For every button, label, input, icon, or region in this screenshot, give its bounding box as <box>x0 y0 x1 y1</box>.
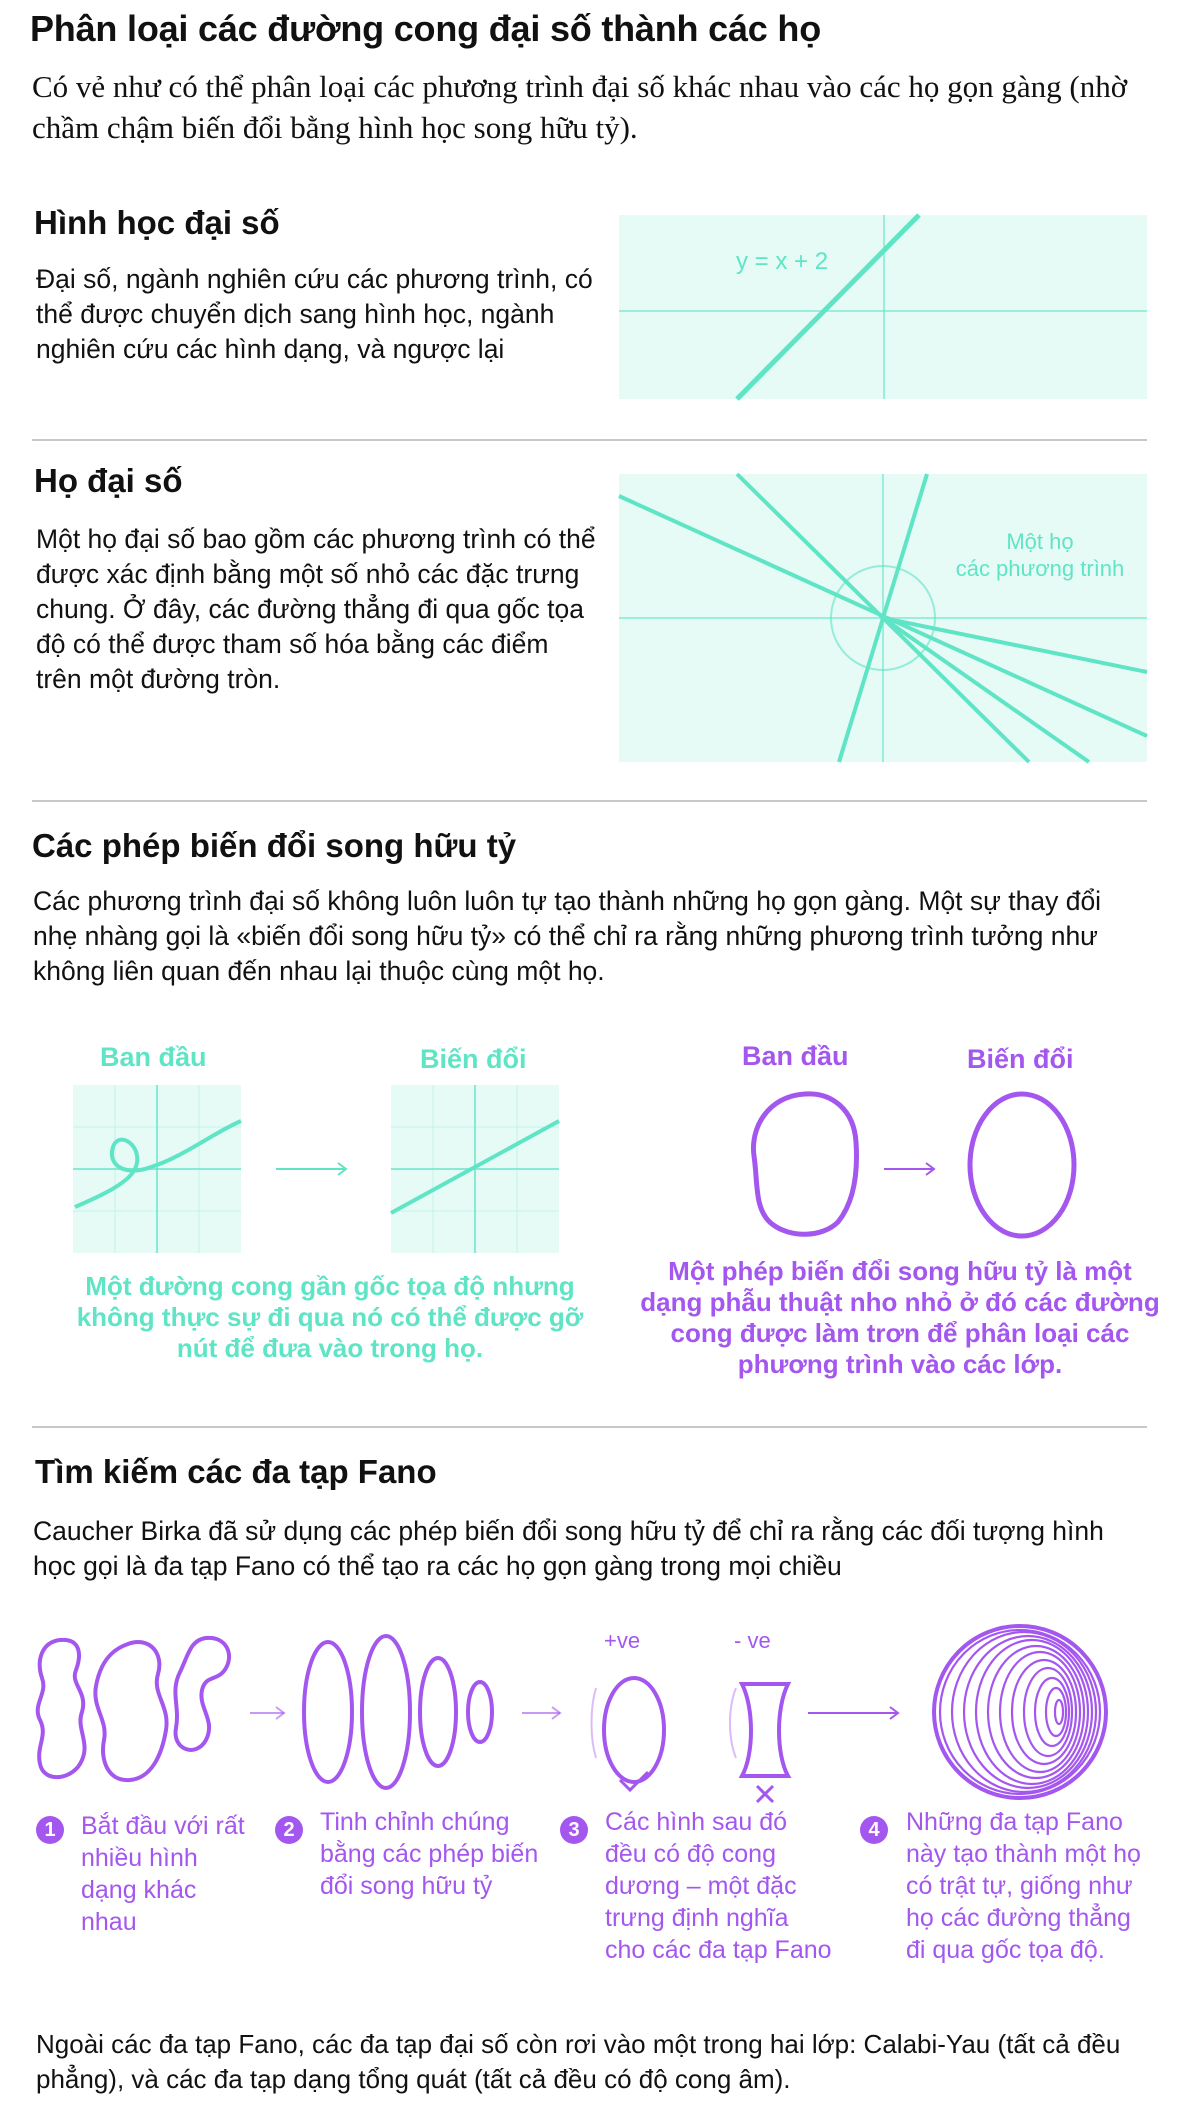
positive-curvature-shape <box>584 1658 674 1808</box>
line-graph <box>619 215 1147 399</box>
section3-text: Các phương trình đại số không luôn luôn tự tạo thành những họ gọn gàng. Một sự thay đổi nhẹ nhàng gọi là «biến đổi song hữu tỷ» có thể chỉ ra rằng những phương trình tưởng như không liên quan đến nhau lại thuộc cùng một họ. <box>33 886 1102 986</box>
step-number: 1 <box>36 1816 64 1844</box>
page-title: Phân loại các đường cong đại số thành các họ <box>30 8 821 49</box>
arrow-icon <box>522 1706 566 1720</box>
right-caption: Một phép biến đổi song hữu tỷ là một dạng phẫu thuật nho nhỏ ở đó các đường cong được làm trơn để phân loại các phương trình vào các lớp. <box>640 1256 1160 1379</box>
section4-text: Caucher Birka đã sử dụng các phép biến đổi song hữu tỷ để chỉ ra rằng các đối tượng hình học gọi là đa tạp Fano có thể tạo ra các họ gọn gàng trong mọi chiều <box>33 1516 1104 1581</box>
step-number: 4 <box>860 1816 888 1844</box>
family-graph <box>619 474 1147 762</box>
family-label-line1: Một họ <box>1006 529 1074 554</box>
section2-heading: Họ đại số <box>34 462 183 499</box>
left-after-label: Biến đổi <box>420 1044 527 1074</box>
smooth-ellipse <box>966 1090 1078 1240</box>
arrow-icon <box>276 1162 352 1176</box>
step-1 <box>36 1812 246 1936</box>
left-caption: Một đường cong gần gốc tọa độ nhưng không thực sự đi qua nó có thể được gỡ nút để đưa vào trong họ. <box>76 1271 584 1363</box>
smooth-graph <box>391 1085 559 1253</box>
section3-heading: Các phép biến đổi song hữu tỷ <box>32 827 517 864</box>
step-text: Bắt đầu với rất nhiều hình dạng khác nhau <box>81 1812 245 1936</box>
divider <box>32 439 1147 441</box>
ellipse-shapes <box>300 1632 500 1792</box>
line-y-equals-x-plus-2 <box>737 215 919 399</box>
footer-text: Ngoài các đa tạp Fano, các đa tạp đại số còn rơi vào một trong hai lớp: Calabi-Yau (tất cả đều phẳng), và các đa tạp dạng tổng quát (tất cả đều có độ cong âm). <box>36 2029 1121 2094</box>
divider <box>32 800 1147 802</box>
section1-heading: Hình học đại số <box>34 204 280 241</box>
knot-graph <box>73 1085 241 1253</box>
right-after-label: Biến đổi <box>967 1044 1074 1074</box>
positive-label: +ve <box>604 1628 641 1653</box>
sphere-icon <box>930 1622 1110 1802</box>
step-text: Những đa tạp Fano này tạo thành một họ có trật tự, giống như họ các đường thẳng đi qua gốc tọa độ. <box>906 1808 1141 1964</box>
step-text: Các hình sau đó đều có độ cong dương – một đặc trưng định nghĩa cho các đa tạp Fano <box>605 1808 832 1964</box>
lumpy-curve <box>750 1090 860 1240</box>
left-before-label: Ban đầu <box>100 1042 207 1072</box>
step-number: 3 <box>560 1816 588 1844</box>
section2-text: Một họ đại số bao gồm các phương trình có thể được xác định bằng một số nhỏ các đặc trưng chung. Ở đây, các đường thẳng đi qua gốc tọa độ có thể được tham số hóa bằng các điểm trên một đường tròn. <box>36 524 596 694</box>
right-before-label: Ban đầu <box>742 1041 849 1071</box>
divider <box>32 1426 1147 1428</box>
arrow-icon <box>884 1162 940 1176</box>
negative-curvature-shape <box>720 1658 810 1808</box>
family-label <box>940 528 1140 556</box>
step-text: Tinh chỉnh chúng bằng các phép biến đổi song hữu tỷ <box>320 1808 539 1900</box>
step-number: 2 <box>275 1816 303 1844</box>
step-4 <box>860 1808 1160 1964</box>
cross-icon <box>757 1786 773 1802</box>
equation-label: y = x + 2 <box>736 248 829 275</box>
step-3 <box>560 1808 840 1964</box>
family-label-line2: các phương trình <box>955 556 1125 581</box>
random-shapes <box>30 1632 250 1792</box>
arrow-icon <box>808 1706 904 1720</box>
negative-label: - ve <box>734 1628 771 1653</box>
step-2 <box>275 1808 539 1900</box>
intro-text: Có vẻ như có thể phân loại các phương trình đại số khác nhau vào các họ gọn gàng (nhờ chầm chậm biến đổi bằng hình học song hữu tỷ). <box>32 69 1128 145</box>
section1-text: Đại số, ngành nghiên cứu các phương trình, có thể được chuyển dịch sang hình học, ngành nghiên cứu các hình dạng, và ngược lại <box>36 264 593 364</box>
arrow-icon <box>250 1706 290 1720</box>
section4-heading: Tìm kiếm các đa tạp Fano <box>35 1453 437 1490</box>
